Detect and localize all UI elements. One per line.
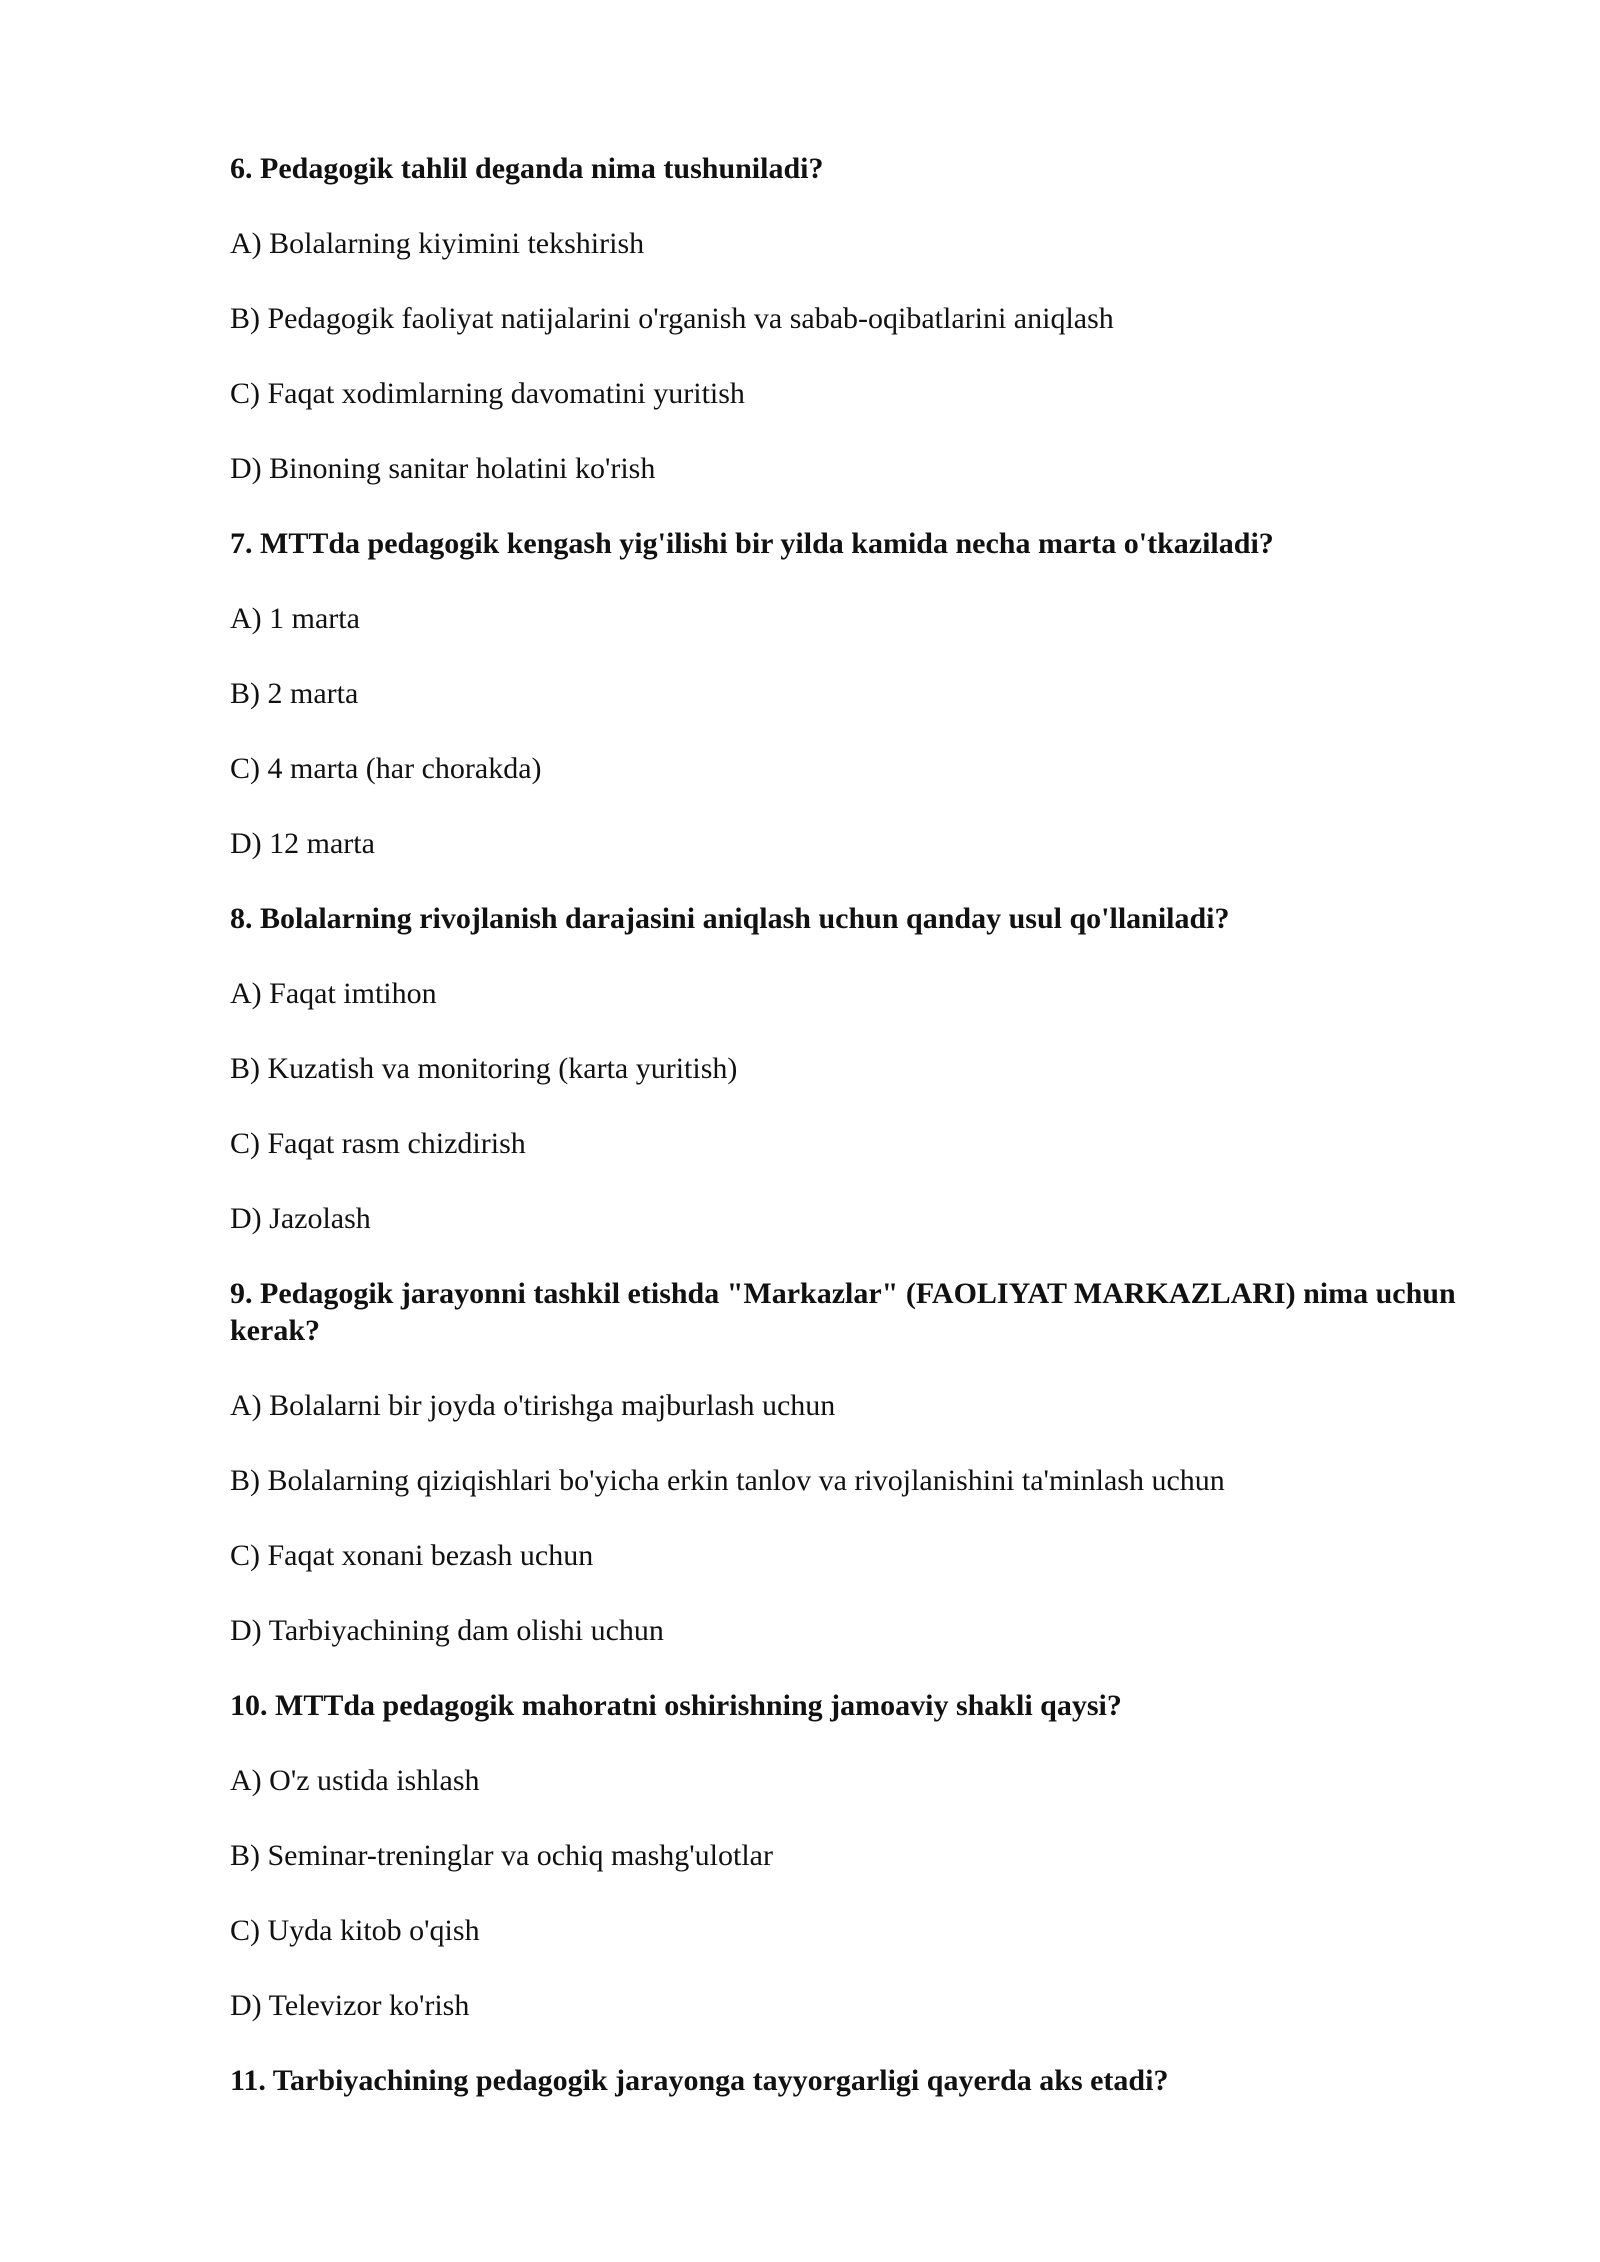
answer-option-d: D) Jazolash (230, 1202, 371, 1235)
answer-option-a: A) O'z ustida ishlash (230, 1764, 480, 1797)
question-text: 6. Pedagogik tahlil deganda nima tushuniladi? (230, 152, 824, 185)
question-block-10 (230, 1687, 1480, 2024)
question-block-6 (230, 150, 1480, 487)
answer-option-d: D) Tarbiyachining dam olishi uchun (230, 1614, 664, 1647)
answer-option-c: C) Uyda kitob o'qish (230, 1914, 480, 1947)
question-text: 7. MTTda pedagogik kengash yig'ilishi bir yilda kamida necha marta o'tkaziladi? (230, 527, 1274, 560)
answer-option-b: B) Pedagogik faoliyat natijalarini o'rganish va sabab-oqibatlarini aniqlash (230, 302, 1114, 335)
answer-option-d: D) Binoning sanitar holatini ko'rish (230, 452, 656, 485)
answer-option-b: B) Seminar-treninglar va ochiq mashg'ulotlar (230, 1839, 773, 1872)
document-page (230, 150, 1480, 2137)
question-block-7 (230, 525, 1480, 862)
answer-option-b: B) Bolalarning qiziqishlari bo'yicha erkin tanlov va rivojlanishini ta'minlash uchun (230, 1464, 1225, 1497)
answer-option-a: A) 1 marta (230, 602, 360, 635)
question-block-11 (230, 2062, 1480, 2099)
answer-option-a: A) Bolalarning kiyimini tekshirish (230, 227, 645, 260)
question-block-9 (230, 1275, 1480, 1649)
answer-option-b: B) Kuzatish va monitoring (karta yuritish) (230, 1052, 738, 1085)
answer-option-c: C) 4 marta (har chorakda) (230, 752, 542, 785)
question-text: 8. Bolalarning rivojlanish darajasini aniqlash uchun qanday usul qo'llaniladi? (230, 902, 1230, 935)
answer-option-d: D) Televizor ko'rish (230, 1989, 470, 2022)
answer-option-a: A) Bolalarni bir joyda o'tirishga majburlash uchun (230, 1389, 836, 1422)
answer-option-c: C) Faqat xonani bezash uchun (230, 1539, 594, 1572)
answer-option-c: C) Faqat xodimlarning davomatini yuritish (230, 377, 745, 410)
question-text: 10. MTTda pedagogik mahoratni oshirishning jamoaviy shakli qaysi? (230, 1689, 1122, 1722)
answer-option-a: A) Faqat imtihon (230, 977, 437, 1010)
question-text: 9. Pedagogik jarayonni tashkil etishda "Markazlar" (FAOLIYAT MARKAZLARI) nima uchun kerak? (230, 1277, 1456, 1347)
question-text: 11. Tarbiyachining pedagogik jarayonga tayyorgarligi qayerda aks etadi? (230, 2064, 1169, 2097)
answer-option-d: D) 12 marta (230, 827, 375, 860)
answer-option-c: C) Faqat rasm chizdirish (230, 1127, 526, 1160)
question-block-8 (230, 900, 1480, 1237)
answer-option-b: B) 2 marta (230, 677, 359, 710)
